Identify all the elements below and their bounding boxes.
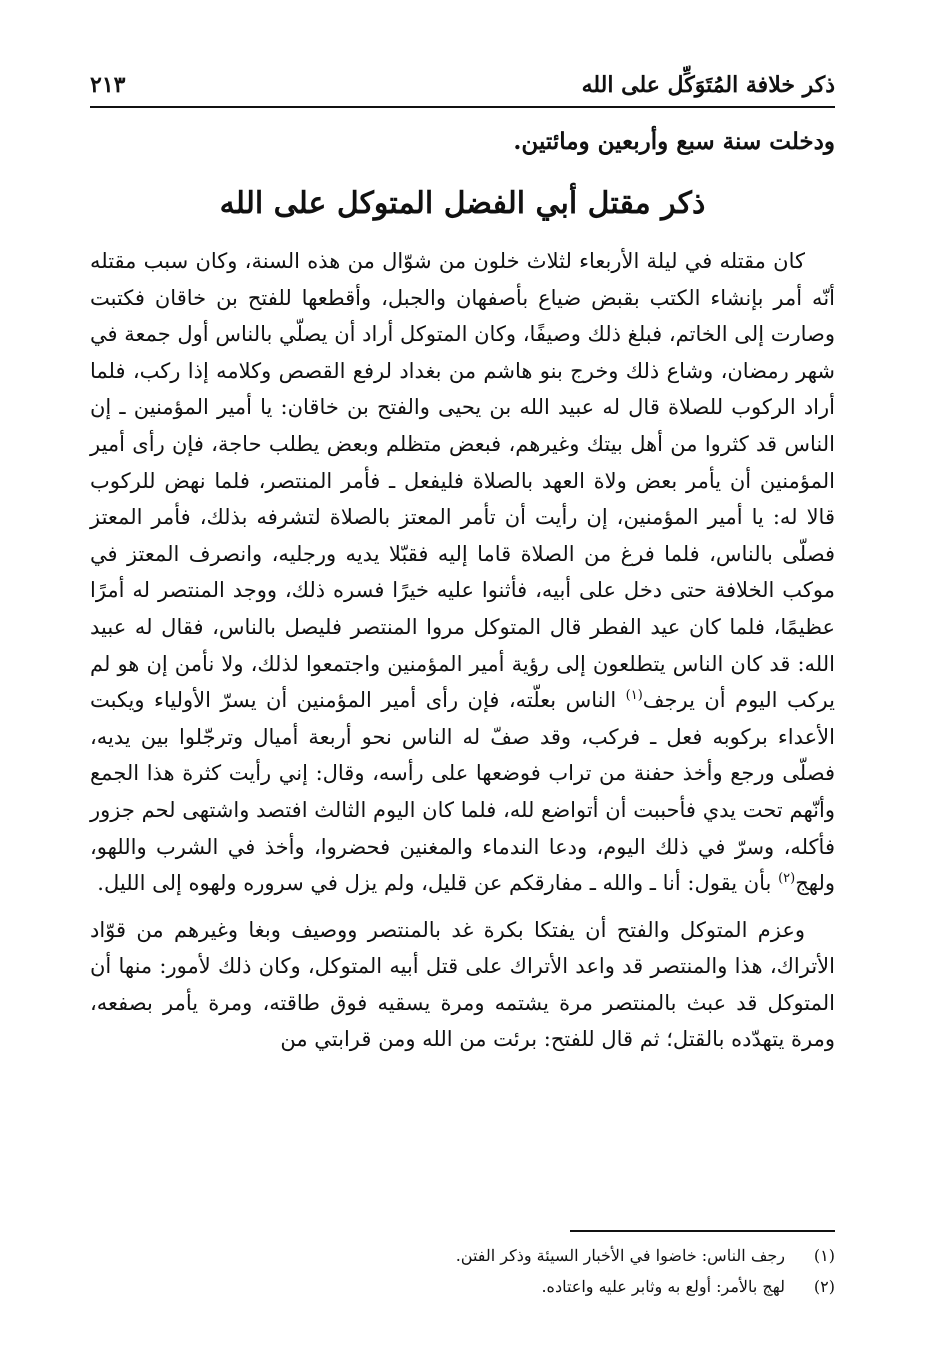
body-text bbox=[90, 243, 835, 1058]
page-header bbox=[90, 58, 835, 98]
page-number: ٢١٣ bbox=[90, 72, 126, 98]
paragraph-1-part-2: الناس بعلّته، فإن رأى أمير المؤمنين أن يسرّ الأولياء ويكبت الأعداء بركوبه فعل ـ فركب، وقد صفّ له الناس نحو أربعة أميال وترجّلوا بين يديه، فصلّى ورجع وأخذ حفنة من تراب فوضعها على رأسه، وقال: إني رأيت كثرة هذا الجمع وأنّهم تحت يدي فأحببت أن أتواضع لله، فلما كان اليوم الثالث افتصد واشتهى لحم جزور فأكله، وسرّ في ذلك اليوم، ودعا الندماء والمغنين فحضروا، وأخذ في الشرب واللهو، ولهج bbox=[90, 688, 835, 896]
intro-line: ودخلت سنة سبع وأربعين ومائتين. bbox=[513, 128, 835, 155]
header-rule bbox=[90, 106, 835, 108]
footnote-2-text: لهج بالأمر: أولع به وثابر عليه واعتاده. bbox=[541, 1277, 785, 1296]
paragraph-2: وعزم المتوكل والفتح أن يفتكا بكرة غد بالمنتصر ووصيف وبغا وغيرهم من قوّاد الأتراك، هذا والمنتصر قد واعد الأتراك على قتل أبيه المتوكل، وكان ذلك لأمور: منها أن المتوكل قد عبث بالمنتصر مرة يشتمه ومرة يسقيه فوق طاقته، ومرة يأمر بصفعه، ومرة يتهدّده بالقتل؛ ثم قال للفتح: برئت من الله ومن قرابتي من bbox=[90, 917, 835, 1052]
paragraph-1 bbox=[90, 243, 835, 902]
section-title: ذكر مقتل أبي الفضل المتوكل على الله bbox=[219, 186, 706, 221]
footnote-ref-2: (٢) bbox=[778, 871, 796, 887]
footnote-ref-1: (١) bbox=[625, 688, 643, 704]
footnote-2-number: (٢) bbox=[813, 1277, 835, 1296]
paragraph-1-part-1: كان مقتله في ليلة الأربعاء لثلاث خلون من شوّال من هذه السنة، وكان سبب مقتله أنّه أمر بإنشاء الكتب بقبض ضياع بأصفهان والجبل، وأقطعها للفتح بن خاقان فكتبت وصارت إلى الخاتم، فبلغ ذلك وصيفًا، وكان المتوكل أراد أن يصلّي بالناس أول جمعة في شهر رمضان، وشاع ذلك وخرج بنو هاشم من بغداد لرفع القصص وكلامه إذا ركب، فلما أراد الركوب للصلاة قال له عبيد الله بن يحيى والفتح بن خاقان: يا أمير المؤمنين ـ إن الناس قد كثروا من أهل بيتك وغيرهم، فبعض متظلم وبعض يطلب حاجة، فإن رأى أمير المؤمنين أن يأمر بعض ولاة العهد بالصلاة فليفعل ـ فأمر المنتصر، فلما نهض للركوب قالا له: يا أمير المؤمنين، إن رأيت أن تأمر المعتز بالصلاة لتشرفه بذلك، فأمر المعتز فصلّى بالناس، فلما فرغ من الصلاة قاما إليه فقبّلا يديه ورجليه، وانصرف المعتز في موكب الخلافة حتى دخل على أبيه، فأثنوا عليه خيرًا فسره ذلك، ووجد المنتصر له أمرًا عظيمًا، فلما كان عيد الفطر قال المتوكل مروا المنتصر فليصل بالناس، فقال له عبيد الله: قد كان الناس يتطلعون إلى رؤية أمير المؤمنين واجتمعوا لذلك، ولا نأمن إن هو لم يركب اليوم أن يرجف bbox=[90, 249, 835, 713]
running-title: ذكر خلافة المُتَوَكِّل على الله bbox=[581, 72, 835, 98]
footnote-1-text: رجف الناس: خاضوا في الأخبار السيئة وذكر الفتن. bbox=[455, 1246, 785, 1265]
footnote-2 bbox=[90, 1271, 835, 1302]
footnotes bbox=[90, 1240, 835, 1302]
paragraph-1-part-3: بأن يقول: أنا ـ والله ـ مفارقكم عن قليل، ولم يزل في سروره ولهوه إلى الليل. bbox=[97, 871, 772, 896]
footnote-rule bbox=[570, 1230, 835, 1232]
footnote-1 bbox=[90, 1240, 835, 1271]
footnote-1-number: (١) bbox=[813, 1246, 835, 1265]
